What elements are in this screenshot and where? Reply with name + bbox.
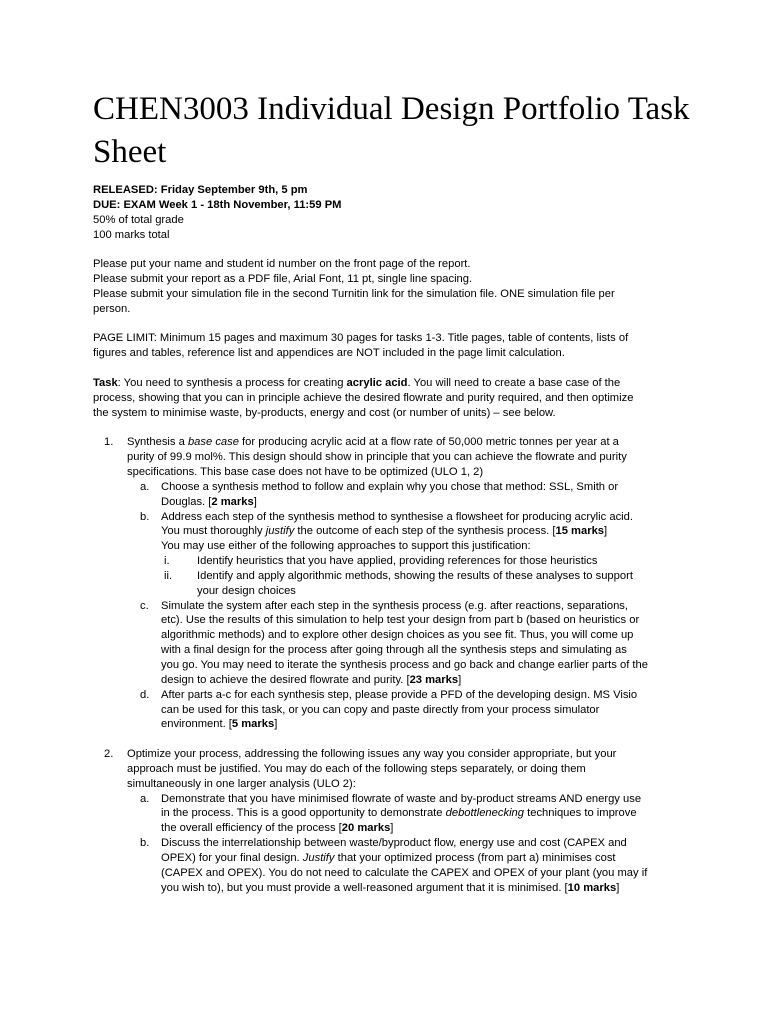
released-date: RELEASED: Friday September 9th, 5 pm (93, 184, 308, 196)
marks-value: 5 marks (231, 718, 275, 731)
due-date: DUE: EXAM Week 1 - 18th November, 11:59 PM (93, 198, 342, 211)
instruction-line: person. (93, 302, 131, 315)
total-marks: 100 marks total (93, 228, 170, 241)
acrylic-acid-term: acrylic acid (346, 376, 408, 389)
list-number: 2. (104, 748, 114, 761)
sub-item-2a: a. Demonstrate that you have minimised flowrate of waste and by-product streams AND energy use in the process. This is a good opportunity to demonstrate debottlenecking techniques to improve the overall efficiency of the process [20 marks] (140, 792, 642, 835)
sub-sub-item-ii: ii. Identify and apply algorithmic methods, showing the results of these analyses to support your design choices (164, 569, 633, 597)
task-line: Task: You need to synthesis a process for creating acrylic acid. You will need to create a base case of the (93, 376, 621, 389)
list-item-2: 2. Optimize your process, addressing the following issues any way you consider appropriate, but your approach must be justified. You may do each of the following steps separately, or doing them simultaneously in one larger analysis (ULO 2): a. Demonstrate that you have minimised flowrate of waste and by-product streams AND energy use in the process. This is a good opportunity to demonstrate debottlenecking techniques to improve the overall efficiency of the process [20 marks] b. Discuss the interrelationship between waste/byproduct flow, energy use and cost (CAPEX and OPEX) for your final design. Justify that your optimized process (from part a) minimises cost (CAPEX and OPEX). You do not need to calculate the CAPEX and OPEX of your plant (you may if you wish to), but you must provide a well-reasoned argument that it is minimised. [10 marks] (93, 747, 683, 895)
sub-item-1c: c. Simulate the system after each step in the synthesis process (e.g. after reactions, separations, etc). Use the results of this simulation to help test your design from part b (based on heuristics or algorithmic methods) and to explore other design choices as you see fit. Thus, you will come up with a final design for the process after going through all the synthesis steps and simulating as you go. You may need to iterate the synthesis process and go back and change earlier parts of the design to achieve the desired flowrate and purity. [23 marks] (140, 599, 648, 686)
sub-item-1b: b. Address each step of the synthesis method to synthesise a flowsheet for producing acrylic acid. You must thoroughly justify the outcome of each step of the synthesis process. [15 marks] You may use either of the following approaches to support this justification: i. Identify heuristics that you have applied, providing references for those heuristics ii. Identify and apply algorithmic methods, showing the results of these analyses to support your design choices (93, 510, 683, 599)
marks-value: 20 marks (341, 822, 391, 835)
page-limit-line: figures and tables, reference list and appendices are NOT included in the page limit calculation. (93, 347, 565, 360)
document-body (93, 183, 683, 896)
page-title: CHEN3003 Individual Design Portfolio Task Sheet (93, 91, 690, 170)
sub-sub-item-i: i. Identify heuristics that you have applied, providing references for those heuristics (164, 555, 598, 568)
instruction-line: Please submit your simulation file in the second Turnitin link for the simulation file. ONE simulation file per (93, 287, 615, 300)
list-number: 1. (104, 436, 114, 449)
sub-item-1a: a. Choose a synthesis method to follow and explain why you chose that method: SSL, Smith or Douglas. [2 marks] (140, 480, 619, 508)
marks-value: 15 marks (555, 525, 605, 538)
task-label: Task (93, 376, 118, 389)
page-limit-line: PAGE LIMIT: Minimum 15 pages and maximum 30 pages for tasks 1-3. Title pages, table of contents, lists of (93, 332, 629, 345)
marks-value: 2 marks (211, 495, 254, 508)
instruction-line: Please put your name and student id number on the front page of the report. (93, 258, 471, 271)
marks-value: 10 marks (567, 881, 617, 894)
marks-value: 23 marks (409, 673, 459, 686)
sub-item-2b: b. Discuss the interrelationship between waste/byproduct flow, energy use and cost (CAPEX and OPEX) for your final design. Justify that your optimized process (from part a) minimises cost (CAPEX and OPEX). You do not need to calculate the CAPEX and OPEX of your plant (you may if you wish to), but you must provide a well-reasoned argument that it is minimised. [10 marks] (140, 837, 648, 894)
sub-item-1d: d. After parts a-c for each synthesis step, please provide a PFD of the developing design. MS Visio can be used for this task, or you can copy and paste directly from your process simulator environment. [5 marks] (140, 688, 638, 731)
list-item-1: 1. Synthesis a base case for producing acrylic acid at a flow rate of 50,000 metric tonnes per year at a purity of 99.9 mol%. This design should show in principle that you can achieve the flowrate and purity specifications. This base case does not have to be optimized (ULO 1, 2) a. Choose a synthesis method to follow and explain why you chose that method: SSL, Smith or Douglas. [2 marks] b. Address each step of the synthesis method to synthesise a flowsheet for producing acrylic acid. You must thoroughly justify the outcome of each step of the synthesis process. [15 marks] You may use either of the following approaches to support this justification: i. Identify heuristics that you have applied, providing references for those heuristics ii. Identify and apply algorithmic methods, showing the results of these analyses to support your design choices c. Simulate the system after each step in the synthesis process (e.g. after reactions, separations, etc). Use the results of this simulation to help test your design from part b (based on heuristics or algorithmic methods) and to explore other design choices as you see fit. Thus, you will come up with a final design for the process after going through all the synthesis steps and simulating as you go. You may need to iterate the synthesis process and go back and change earlier parts of the design to achieve the desired flowrate and purity. [23 marks] d. After parts a-c for each synthesis step, please provide a PFD of the developing design. MS Visio can be used for this task, or you can copy and paste directly from your process simulator environment. [5 marks] (93, 435, 683, 732)
task-line: process, showing that you can in principle achieve the desired flowrate and purity required, and then optimize (93, 391, 634, 404)
task-line: the system to minimise waste, by-products, energy and cost (or number of units) – see below. (93, 406, 556, 419)
grade-weight: 50% of total grade (93, 213, 184, 226)
instruction-line: Please submit your report as a PDF file, Arial Font, 11 pt, single line spacing. (93, 273, 473, 286)
